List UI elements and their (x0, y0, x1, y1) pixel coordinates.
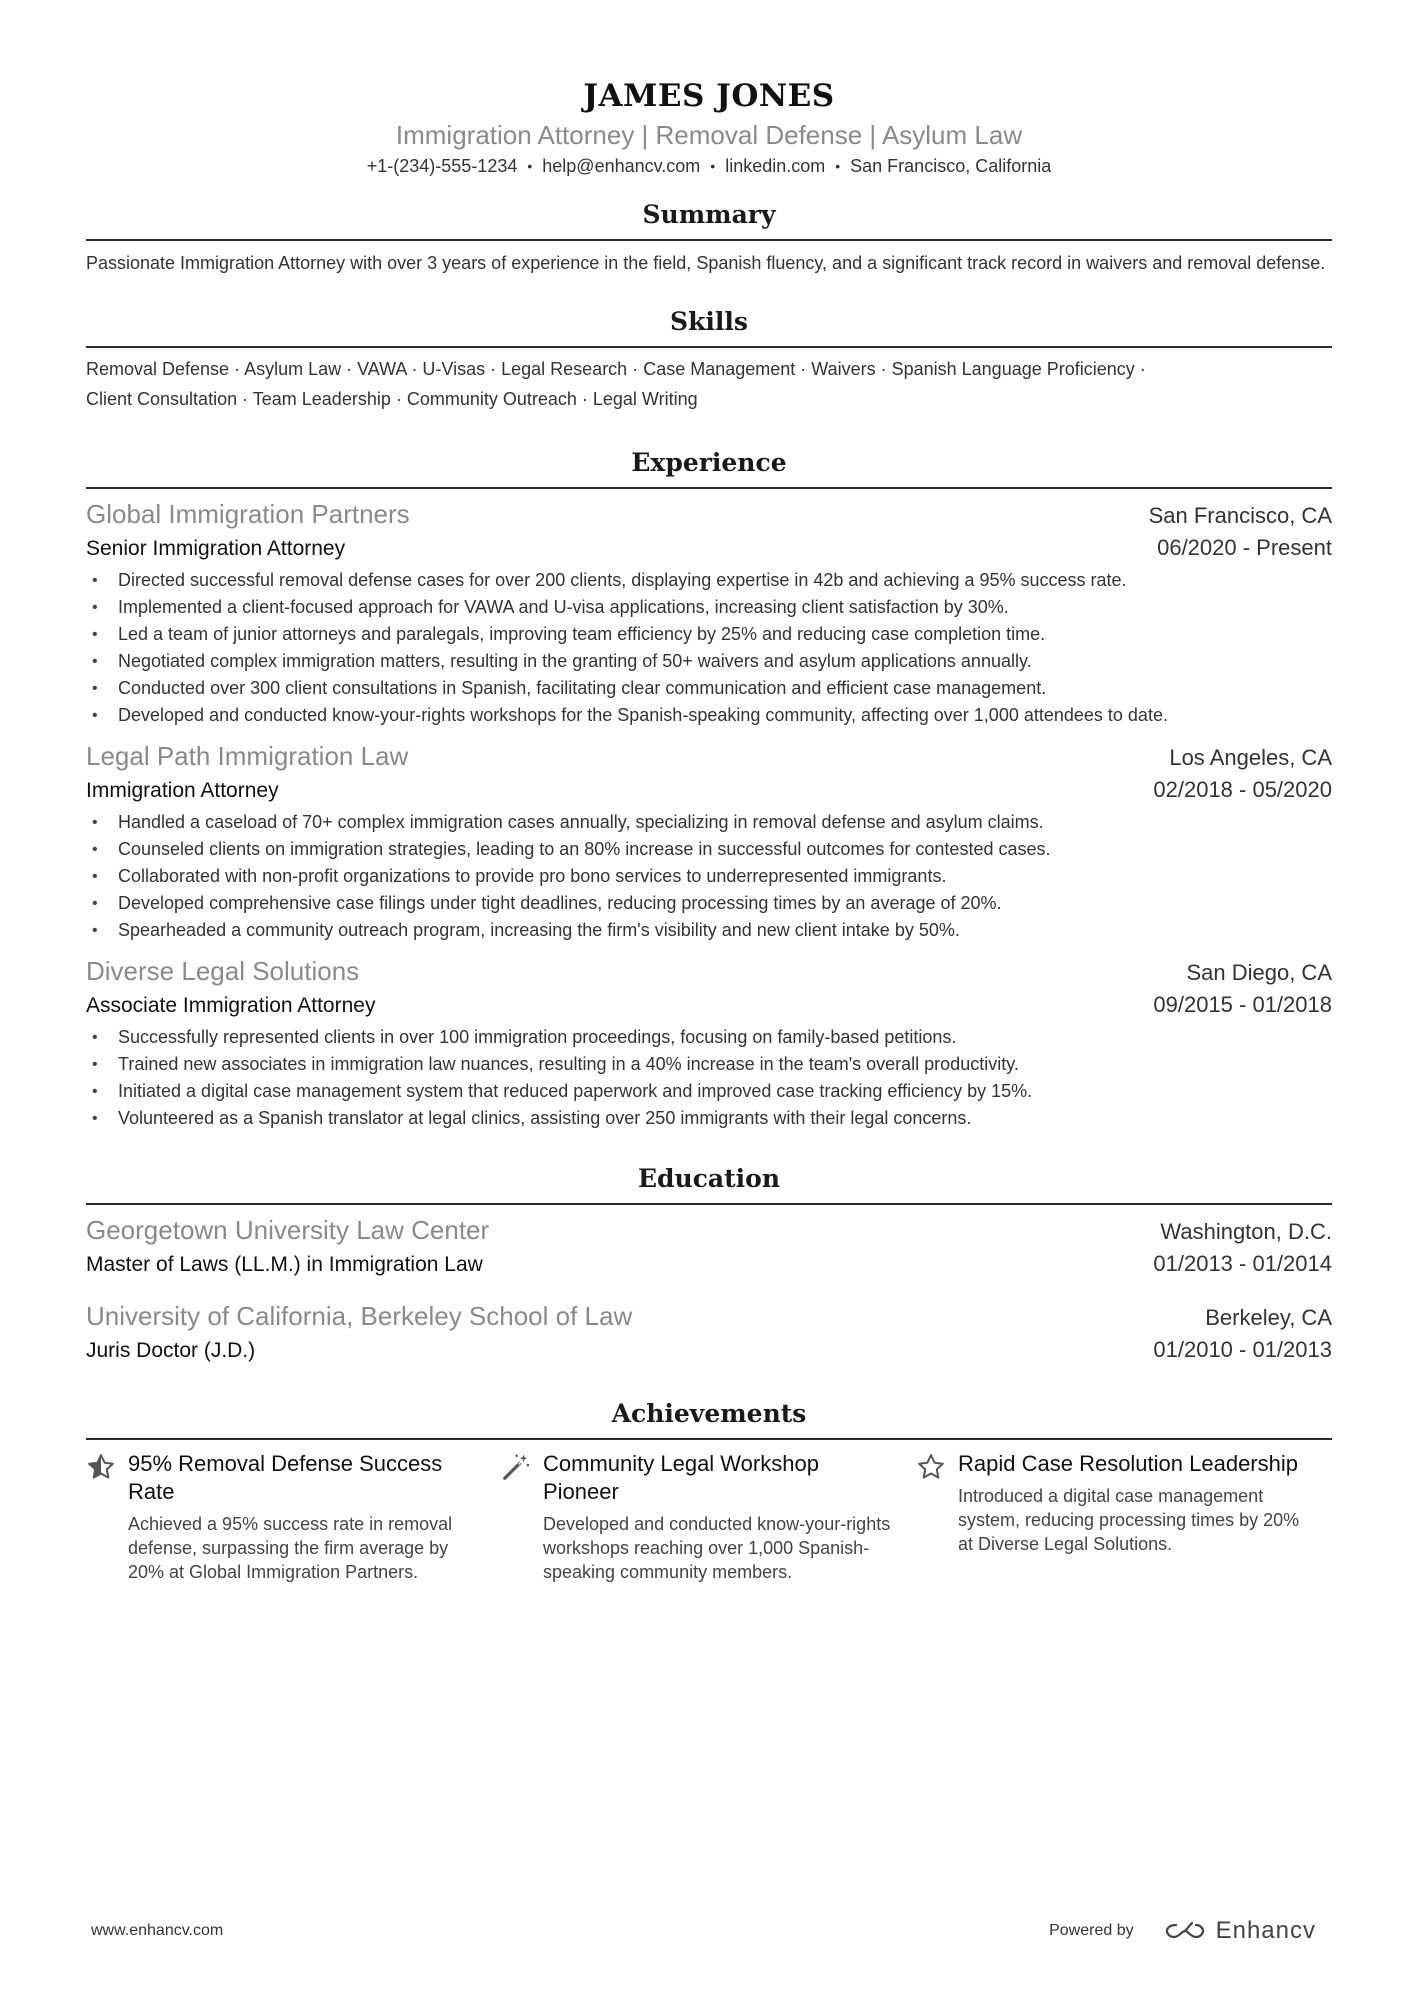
education-entry-subheader (86, 1248, 1332, 1281)
education-entry (86, 1299, 1332, 1367)
job-bullet: • Volunteered as a Spanish translator at legal clinics, assisting over 250 immigrants with their legal concerns. (86, 1105, 1332, 1132)
magic-wand-icon (501, 1450, 543, 1584)
summary-heading: Summary (86, 198, 1332, 241)
education-school: University of California, Berkeley School of Law (86, 1301, 633, 1331)
education-entry-header (86, 1213, 1332, 1248)
page-footer (91, 1917, 1316, 1945)
job-dates: 02/2018 - 05/2020 (1153, 777, 1332, 802)
job-bullet: • Developed comprehensive case filings under tight deadlines, reducing processing times by an average of 20%. (86, 890, 1332, 917)
achievement-item (916, 1450, 1331, 1584)
achievements-list (86, 1450, 1332, 1584)
brand-logo-icon (1162, 1919, 1208, 1943)
job-bullet: • Trained new associates in immigration law nuances, resulting in a 40% increase in the team's overall productivity. (86, 1051, 1332, 1078)
achievement-description: Developed and conducted know-your-rights workshops reaching over 1,000 Spanish-speaking community members. (543, 1514, 891, 1582)
job-bullet: • Directed successful removal defense cases for over 200 clients, displaying expertise in 42b and achieving a 95% success rate. (86, 567, 1332, 594)
education-degree: Juris Doctor (J.D.) (86, 1339, 256, 1362)
education-location: Berkeley, CA (1205, 1305, 1332, 1330)
job-bullet: • Successfully represented clients in over 100 immigration proceedings, focusing on family-based petitions. (86, 1024, 1332, 1051)
job-bullet: • Negotiated complex immigration matters, resulting in the granting of 50+ waivers and asylum applications annually. (86, 648, 1332, 675)
job-bullet: • Collaborated with non-profit organizations to provide pro bono services to underrepresented immigrants. (86, 863, 1332, 890)
achievement-body (958, 1450, 1308, 1584)
education-entry-header (86, 1299, 1332, 1334)
job-dates: 09/2015 - 01/2018 (1153, 992, 1332, 1017)
job-location: San Diego, CA (1186, 960, 1332, 985)
job-entry-subheader (86, 989, 1332, 1022)
summary-text: Passionate Immigration Attorney with over 3 years of experience in the field, Spanish fluency, and a significant track record in waivers and removal defense. (86, 253, 1326, 273)
education-heading: Education (86, 1162, 1332, 1205)
job-location: Los Angeles, CA (1169, 745, 1332, 770)
education-degree: Master of Laws (LL.M.) in Immigration Law (86, 1253, 483, 1276)
star-outline-icon (916, 1450, 958, 1584)
experience-heading: Experience (86, 446, 1332, 489)
job-bullet: • Implemented a client-focused approach for VAWA and U-visa applications, increasing client satisfaction by 30%. (86, 594, 1332, 621)
job-entry-header (86, 739, 1332, 774)
footer-url[interactable]: www.enhancv.com (91, 1922, 224, 1939)
achievement-item (86, 1450, 501, 1584)
achievement-description: Achieved a 95% success rate in removal defense, surpassing the firm average by 20% at Global Immigration Partners. (128, 1514, 453, 1582)
education-school: Georgetown University Law Center (86, 1215, 490, 1245)
job-bullet: • Developed and conducted know-your-rights workshops for the Spanish-speaking community, affecting over 1,000 attendees to date. (86, 702, 1332, 729)
job-bullets (86, 809, 1332, 944)
powered-by (1049, 1917, 1316, 1945)
contact-phone[interactable]: +1-(234)-555-1234 (366, 156, 518, 176)
job-bullet: • Initiated a digital case management system that reduced paperwork and improved case tracking efficiency by 15%. (86, 1078, 1332, 1105)
brand-logo[interactable] (1162, 1917, 1316, 1945)
contact-line (86, 153, 1332, 179)
job-entry-subheader (86, 774, 1332, 807)
job-company: Legal Path Immigration Law (86, 741, 409, 771)
skills-section (86, 305, 1332, 414)
separator-dot: • (835, 158, 841, 174)
experience-section (86, 446, 1332, 1132)
candidate-title: Immigration Attorney | Removal Defense | Asylum Law (395, 120, 1023, 150)
candidate-name: JAMES JONES (583, 78, 835, 114)
skills-heading: Skills (86, 305, 1332, 348)
education-dates: 01/2010 - 01/2013 (1153, 1337, 1332, 1362)
powered-by-label: Powered by (1049, 1922, 1134, 1939)
separator-dot: • (527, 158, 533, 174)
job-role: Associate Immigration Attorney (86, 994, 376, 1017)
job-location: San Francisco, CA (1148, 503, 1332, 528)
job-bullet: • Spearheaded a community outreach program, increasing the firm's visibility and new client intake by 50%. (86, 917, 1332, 944)
achievement-body (543, 1450, 893, 1584)
achievements-section (86, 1397, 1332, 1584)
job-dates: 06/2020 - Present (1157, 535, 1332, 560)
summary-section (86, 198, 1332, 277)
education-location: Washington, D.C. (1160, 1219, 1332, 1244)
contact-email[interactable]: help@enhancv.com (542, 156, 701, 176)
skills-list (86, 354, 1332, 414)
job-bullets (86, 567, 1332, 729)
job-company: Diverse Legal Solutions (86, 956, 360, 986)
job-entry (86, 497, 1332, 729)
job-entry-header (86, 954, 1332, 989)
resume-header (86, 0, 1332, 179)
education-entry-subheader (86, 1334, 1332, 1367)
job-company: Global Immigration Partners (86, 499, 410, 529)
job-bullet: • Conducted over 300 client consultations in Spanish, facilitating clear communication and efficient case management. (86, 675, 1332, 702)
contact-location: San Francisco, California (850, 156, 1052, 176)
brand-name: Enhancv (1215, 1917, 1316, 1944)
job-entry (86, 954, 1332, 1132)
achievement-item (501, 1450, 916, 1584)
achievements-heading: Achievements (86, 1397, 1332, 1440)
job-role: Immigration Attorney (86, 779, 279, 802)
achievement-title: Rapid Case Resolution Leadership (958, 1451, 1298, 1476)
job-bullet: • Counseled clients on immigration strategies, leading to an 80% increase in successful outcomes for contested cases. (86, 836, 1332, 863)
job-bullet: • Led a team of junior attorneys and paralegals, improving team efficiency by 25% and reducing case completion time. (86, 621, 1332, 648)
achievement-title: 95% Removal Defense Success Rate (128, 1451, 443, 1504)
job-role: Senior Immigration Attorney (86, 537, 346, 560)
contact-linkedin[interactable]: linkedin.com (725, 156, 826, 176)
achievement-title: Community Legal Workshop Pioneer (543, 1451, 819, 1504)
achievement-body (128, 1450, 478, 1584)
job-entry (86, 739, 1332, 944)
resume-page (86, 0, 1332, 1584)
job-bullets (86, 1024, 1332, 1132)
star-half-icon (86, 1450, 128, 1584)
skills-line: Client Consultation · Team Leadership · Community Outreach · Legal Writing (86, 389, 698, 409)
separator-dot: • (710, 158, 716, 174)
job-entry-subheader (86, 532, 1332, 565)
education-section (86, 1162, 1332, 1367)
education-entry (86, 1213, 1332, 1281)
skills-line: Removal Defense · Asylum Law · VAWA · U-Visas · Legal Research · Case Management · Waivers · Spanish Language Proficiency · (86, 359, 1146, 379)
job-bullet: • Handled a caseload of 70+ complex immigration cases annually, specializing in removal defense and asylum claims. (86, 809, 1332, 836)
job-entry-header (86, 497, 1332, 532)
education-dates: 01/2013 - 01/2014 (1153, 1251, 1332, 1276)
achievement-description: Introduced a digital case management system, reducing processing times by 20% at Diverse Legal Solutions. (958, 1486, 1300, 1554)
